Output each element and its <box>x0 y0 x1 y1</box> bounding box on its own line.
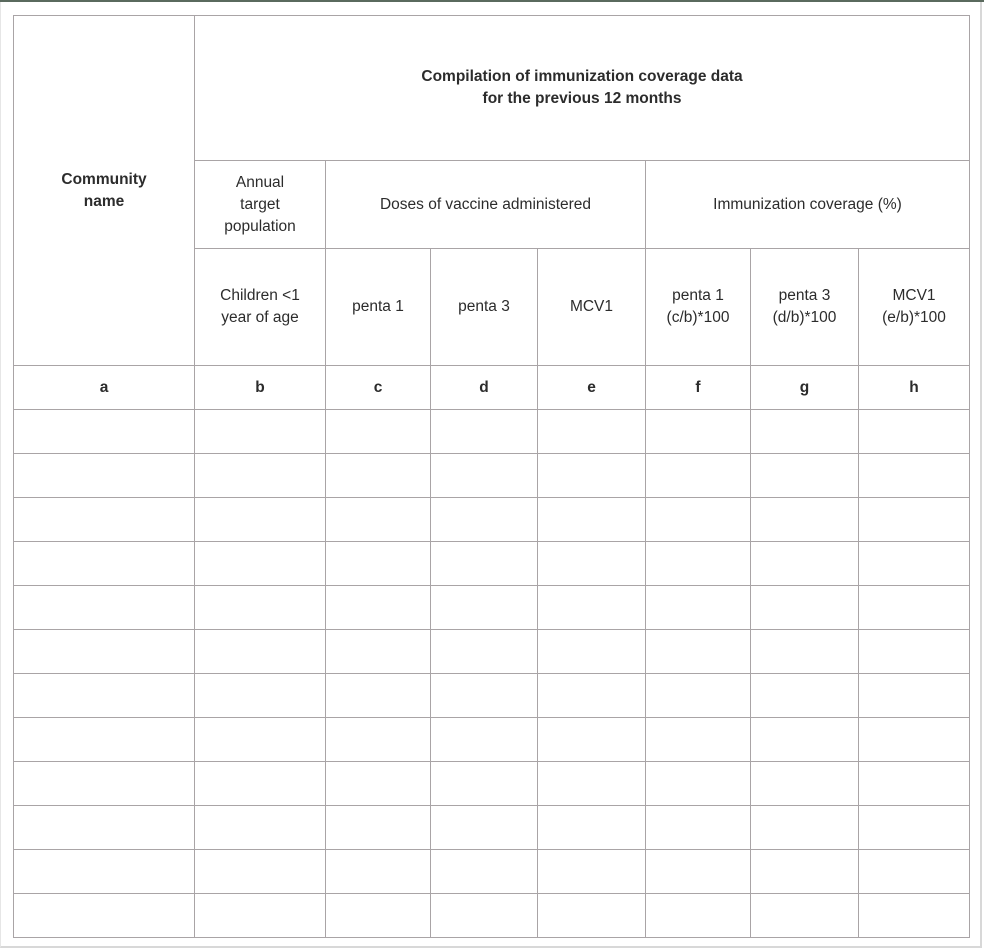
blank-entry-cell[interactable] <box>14 850 195 894</box>
blank-entry-cell[interactable] <box>646 410 751 454</box>
blank-entry-cell[interactable] <box>14 894 195 938</box>
blank-entry-cell[interactable] <box>751 454 859 498</box>
annual-target-population-header <box>195 161 326 249</box>
blank-entry-cell[interactable] <box>538 586 646 630</box>
blank-entry-cell[interactable] <box>646 542 751 586</box>
blank-entry-cell[interactable] <box>751 894 859 938</box>
blank-entry-cell[interactable] <box>326 410 431 454</box>
blank-entry-cell[interactable] <box>431 718 538 762</box>
table-title <box>195 16 970 161</box>
target-line-2: target <box>240 195 280 213</box>
mcv1-doses-header: MCV1 <box>538 249 646 366</box>
blank-entry-cell[interactable] <box>431 454 538 498</box>
blank-entry-cell[interactable] <box>859 806 970 850</box>
blank-entry-cell[interactable] <box>14 410 195 454</box>
blank-entry-cell[interactable] <box>751 630 859 674</box>
blank-entry-cell[interactable] <box>14 630 195 674</box>
title-line-2: for the previous 12 months <box>482 90 682 107</box>
blank-entry-cell[interactable] <box>646 718 751 762</box>
penta1-coverage-header <box>646 249 751 366</box>
blank-entry-row <box>14 410 970 454</box>
blank-entry-cell[interactable] <box>859 542 970 586</box>
blank-entry-cell[interactable] <box>431 806 538 850</box>
blank-entry-cell[interactable] <box>751 762 859 806</box>
blank-entry-row <box>14 498 970 542</box>
column-letter-a: a <box>14 366 195 410</box>
blank-entry-cell[interactable] <box>14 806 195 850</box>
blank-entry-cell[interactable] <box>646 454 751 498</box>
blank-entry-cell[interactable] <box>646 762 751 806</box>
blank-entry-cell[interactable] <box>859 410 970 454</box>
cov-penta3-line-1: penta 3 <box>778 287 831 304</box>
blank-entry-cell[interactable] <box>195 410 326 454</box>
blank-entry-cell[interactable] <box>431 674 538 718</box>
blank-entry-cell[interactable] <box>195 762 326 806</box>
blank-entry-cell[interactable] <box>195 894 326 938</box>
blank-entry-cell[interactable] <box>431 498 538 542</box>
blank-entry-cell[interactable] <box>859 762 970 806</box>
blank-entry-cell[interactable] <box>751 586 859 630</box>
blank-entry-cell[interactable] <box>751 806 859 850</box>
blank-entry-row <box>14 762 970 806</box>
blank-entry-cell[interactable] <box>431 762 538 806</box>
blank-entry-cell[interactable] <box>538 674 646 718</box>
blank-entry-cell[interactable] <box>14 674 195 718</box>
blank-entry-cell[interactable] <box>195 674 326 718</box>
blank-entry-cell[interactable] <box>859 630 970 674</box>
cov-mcv1-line-2: (e/b)*100 <box>882 309 946 326</box>
blank-entry-cell[interactable] <box>538 894 646 938</box>
blank-entry-cell[interactable] <box>538 542 646 586</box>
blank-entry-cell[interactable] <box>14 454 195 498</box>
blank-entry-cell[interactable] <box>195 586 326 630</box>
penta1-doses-header: penta 1 <box>326 249 431 366</box>
blank-entry-cell[interactable] <box>14 586 195 630</box>
blank-entry-cell[interactable] <box>195 630 326 674</box>
blank-entry-cell[interactable] <box>646 674 751 718</box>
column-letter-g: g <box>751 366 859 410</box>
blank-entry-rows <box>14 410 970 938</box>
cov-penta1-line-2: (c/b)*100 <box>666 309 730 326</box>
target-line-1: Annual <box>235 173 285 191</box>
blank-entry-cell[interactable] <box>859 454 970 498</box>
blank-entry-row <box>14 806 970 850</box>
title-line-1: Compilation of immunization coverage data <box>421 68 743 85</box>
blank-entry-cell[interactable] <box>326 762 431 806</box>
blank-entry-cell[interactable] <box>326 454 431 498</box>
blank-entry-row <box>14 674 970 718</box>
penta3-coverage-header <box>751 249 859 366</box>
blank-entry-cell[interactable] <box>538 498 646 542</box>
blank-entry-cell[interactable] <box>751 718 859 762</box>
blank-entry-cell[interactable] <box>859 850 970 894</box>
blank-entry-cell[interactable] <box>859 718 970 762</box>
blank-entry-cell[interactable] <box>751 410 859 454</box>
blank-entry-cell[interactable] <box>646 806 751 850</box>
blank-entry-cell[interactable] <box>326 718 431 762</box>
blank-entry-row <box>14 542 970 586</box>
immunization-coverage-header: Immunization coverage (%) <box>646 161 970 249</box>
blank-entry-cell[interactable] <box>326 542 431 586</box>
mcv1-coverage-header <box>859 249 970 366</box>
blank-entry-row <box>14 586 970 630</box>
blank-entry-cell[interactable] <box>646 586 751 630</box>
immunization-coverage-table <box>13 15 970 938</box>
blank-entry-row <box>14 630 970 674</box>
blank-entry-cell[interactable] <box>646 894 751 938</box>
cov-penta3-line-2: (d/b)*100 <box>772 309 837 326</box>
blank-entry-row <box>14 718 970 762</box>
community-line-1: Community <box>61 170 147 188</box>
blank-entry-cell[interactable] <box>326 806 431 850</box>
community-line-2: name <box>83 192 125 210</box>
blank-entry-cell[interactable] <box>431 630 538 674</box>
blank-entry-cell[interactable] <box>538 718 646 762</box>
blank-entry-cell[interactable] <box>751 850 859 894</box>
blank-entry-cell[interactable] <box>431 850 538 894</box>
column-letter-b: b <box>195 366 326 410</box>
blank-entry-cell[interactable] <box>751 674 859 718</box>
blank-entry-cell[interactable] <box>538 410 646 454</box>
blank-entry-cell[interactable] <box>326 630 431 674</box>
blank-entry-cell[interactable] <box>431 542 538 586</box>
cov-mcv1-line-1: MCV1 <box>892 287 936 304</box>
blank-entry-cell[interactable] <box>538 630 646 674</box>
blank-entry-cell[interactable] <box>195 542 326 586</box>
blank-entry-cell[interactable] <box>326 850 431 894</box>
cov-penta1-line-1: penta 1 <box>672 287 724 304</box>
blank-entry-cell[interactable] <box>14 498 195 542</box>
column-letter-e: e <box>538 366 646 410</box>
blank-entry-cell[interactable] <box>431 894 538 938</box>
target-line-3: population <box>224 217 296 235</box>
blank-entry-cell[interactable] <box>195 718 326 762</box>
title-row <box>14 16 970 161</box>
blank-entry-row <box>14 454 970 498</box>
blank-entry-cell[interactable] <box>14 762 195 806</box>
blank-entry-cell[interactable] <box>195 850 326 894</box>
children-under-1-header <box>195 249 326 366</box>
blank-entry-cell[interactable] <box>538 454 646 498</box>
blank-entry-cell[interactable] <box>195 454 326 498</box>
blank-entry-cell[interactable] <box>195 806 326 850</box>
blank-entry-cell[interactable] <box>538 762 646 806</box>
blank-entry-cell[interactable] <box>751 542 859 586</box>
children-line-2: year of age <box>221 309 299 326</box>
blank-entry-cell[interactable] <box>646 498 751 542</box>
doses-administered-header: Doses of vaccine administered <box>326 161 646 249</box>
blank-entry-cell[interactable] <box>326 894 431 938</box>
community-name-header <box>14 16 195 366</box>
blank-entry-cell[interactable] <box>538 806 646 850</box>
column-letter-f: f <box>646 366 751 410</box>
blank-entry-cell[interactable] <box>14 542 195 586</box>
column-letter-d: d <box>431 366 538 410</box>
column-letter-c: c <box>326 366 431 410</box>
blank-entry-cell[interactable] <box>646 850 751 894</box>
blank-entry-cell[interactable] <box>431 410 538 454</box>
column-letter-row <box>14 366 970 410</box>
blank-entry-cell[interactable] <box>14 718 195 762</box>
blank-entry-cell[interactable] <box>195 498 326 542</box>
children-line-1: Children <1 <box>220 287 300 304</box>
blank-entry-cell[interactable] <box>326 498 431 542</box>
blank-entry-cell[interactable] <box>431 586 538 630</box>
blank-entry-cell[interactable] <box>751 498 859 542</box>
blank-entry-row <box>14 850 970 894</box>
blank-entry-cell[interactable] <box>859 586 970 630</box>
blank-entry-cell[interactable] <box>859 674 970 718</box>
column-letter-h: h <box>859 366 970 410</box>
blank-entry-cell[interactable] <box>859 894 970 938</box>
blank-entry-cell[interactable] <box>326 586 431 630</box>
blank-entry-cell[interactable] <box>326 674 431 718</box>
blank-entry-cell[interactable] <box>859 498 970 542</box>
blank-entry-cell[interactable] <box>538 850 646 894</box>
blank-entry-cell[interactable] <box>646 630 751 674</box>
penta3-doses-header: penta 3 <box>431 249 538 366</box>
blank-entry-row <box>14 894 970 938</box>
